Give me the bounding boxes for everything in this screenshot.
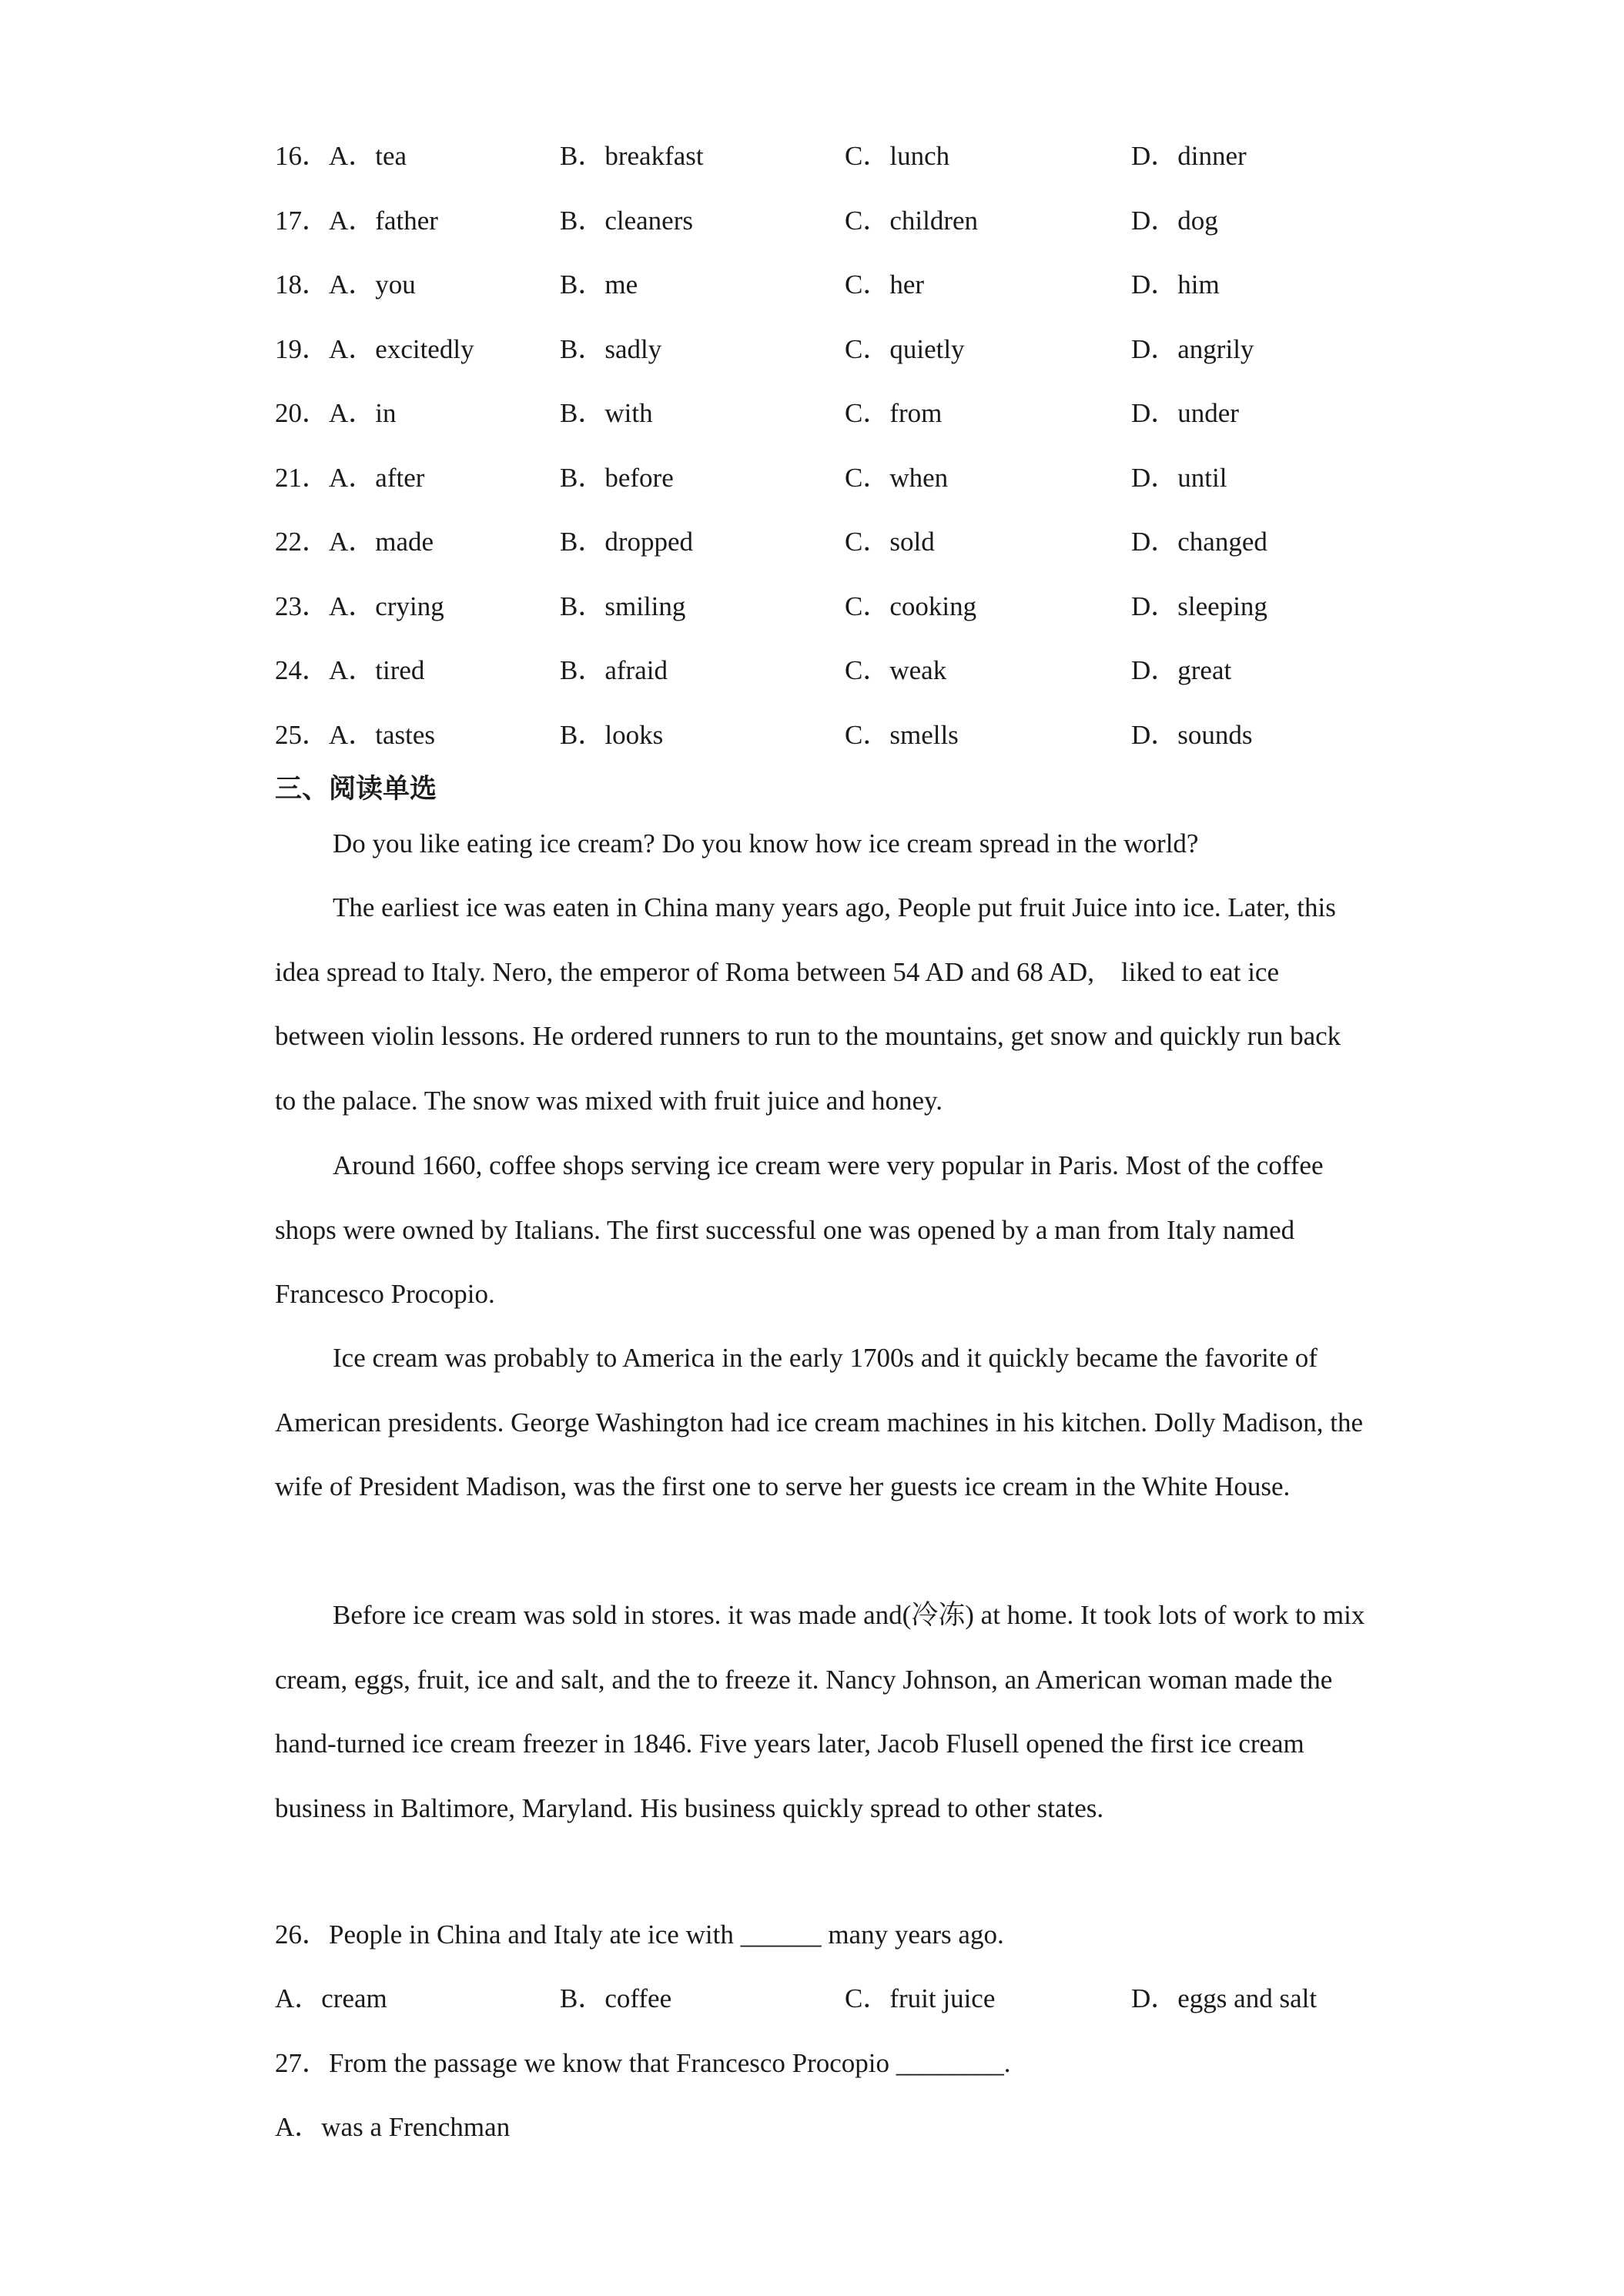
option-d: D．dog — [1131, 206, 1218, 236]
option-a: 17．A．father — [275, 206, 438, 236]
option-b: B．sadly — [560, 334, 662, 364]
option-c: C．her — [845, 269, 925, 300]
option-d: D．him — [1131, 269, 1220, 300]
option-c: C．from — [845, 398, 943, 428]
option-d: D．until — [1131, 463, 1227, 493]
option-c: C．fruit juice — [845, 1983, 996, 2013]
option-d: D．changed — [1131, 527, 1267, 557]
option-d: D．eggs and salt — [1131, 1983, 1318, 2013]
option-b: B．breakfast — [560, 141, 704, 171]
passage-paragraph-2: The earliest ice was eaten in China many years ago, People put fruit Juice into ice. Later, this idea spread to Italy. Nero, the emperor of Roma between 54 AD and 68 AD, liked to eat ice between violin lessons. He ordered runners to run to the mountains, get snow and quickly run back to the palace. The snow was mixed with fruit juice and honey. — [275, 892, 1341, 1116]
passage-paragraph-3: Around 1660, coffee shops serving ice cream were very popular in Paris. Most of the coffee shops were owned by Italians. The first successful one was opened by a man from Italy named Francesco Procopio. — [275, 1150, 1324, 1310]
option-b: B．dropped — [560, 527, 694, 557]
option-b: B．smiling — [560, 591, 686, 621]
option-d: D．great — [1131, 655, 1232, 685]
option-a: 24．A．tired — [275, 655, 425, 685]
option-a: A．was a Frenchman — [275, 2112, 511, 2142]
option-c: C．when — [845, 463, 949, 493]
section-title: 三、阅读单选 — [275, 774, 437, 805]
option-b: B．coffee — [560, 1983, 672, 2013]
option-a: 19．A．excitedly — [275, 334, 474, 364]
option-a: 18．A．you — [275, 269, 416, 300]
option-b: B．cleaners — [560, 206, 693, 236]
option-a: 16．A．tea — [275, 141, 407, 171]
option-c: C．sold — [845, 527, 935, 557]
option-b: B．before — [560, 463, 674, 493]
question-27-stem: 27．From the passage we know that Francesco Procopio ________. — [275, 2048, 1011, 2078]
option-d: D．under — [1131, 398, 1239, 428]
passage-paragraph-4: Ice cream was probably to America in the early 1700s and it quickly became the favorite of American presidents. George Washington had ice cream machines in his kitchen. Dolly Madison, the wife of President Madison, was the first one to serve her guests ice cream in the White House. — [275, 1343, 1364, 1502]
option-c: C．children — [845, 206, 979, 236]
option-d: D．dinner — [1131, 141, 1247, 171]
option-d: D．angrily — [1131, 334, 1254, 364]
option-a: 20．A．in — [275, 398, 397, 428]
option-a: A．cream — [275, 1983, 387, 2013]
option-d: D．sleeping — [1131, 591, 1267, 621]
option-b: B．afraid — [560, 655, 668, 685]
option-b: B．me — [560, 269, 638, 300]
option-d: D．sounds — [1131, 720, 1253, 750]
option-c: C．quietly — [845, 334, 965, 364]
option-c: C．cooking — [845, 591, 977, 621]
option-a: 25．A．tastes — [275, 720, 436, 750]
passage-paragraph-1: Do you like eating ice cream? Do you know how ice cream spread in the world? — [333, 828, 1199, 858]
option-b: B．with — [560, 398, 653, 428]
option-c: C．weak — [845, 655, 947, 685]
option-c: C．lunch — [845, 141, 950, 171]
passage-paragraph-5: Before ice cream was sold in stores. it was made and(冷冻) at home. It took lots of work to mix cream, eggs, fruit, ice and salt, and the to freeze it. Nancy Johnson, an American woman made the hand-turned ice cream freezer in 1846. Five years later, Jacob Flusell opened the first ice cream business in Baltimore, Maryland. His business quickly spread to other states. — [275, 1600, 1365, 1823]
option-a: 23．A．crying — [275, 591, 444, 621]
option-a: 21．A．after — [275, 463, 425, 493]
option-a: 22．A．made — [275, 527, 434, 557]
question-26-stem: 26．People in China and Italy ate ice with ______ many years ago. — [275, 1919, 1004, 1950]
option-b: B．looks — [560, 720, 664, 750]
option-c: C．smells — [845, 720, 959, 750]
